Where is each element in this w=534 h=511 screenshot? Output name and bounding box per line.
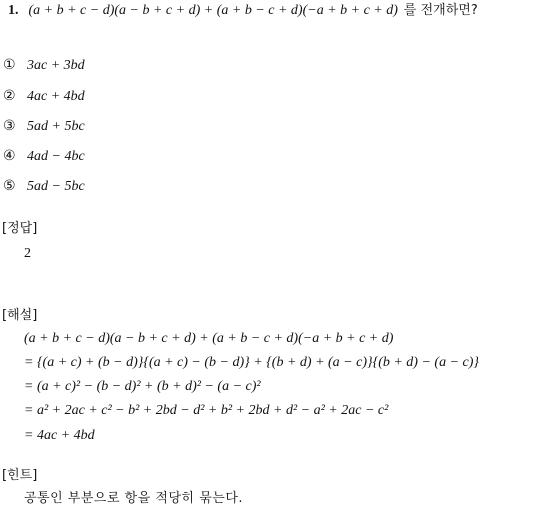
solution-line-4: = a² + 2ac + c² − b² + 2bd − d² + b² + 2bd + d² − a² + 2ac − c² — [24, 403, 389, 418]
choice-4-text: 4ad − 4bc — [27, 149, 85, 164]
choice-4-marker: ④ — [3, 148, 16, 164]
choice-3-marker: ③ — [3, 118, 16, 134]
answer-label: [정답] — [2, 221, 38, 236]
answer-value: 2 — [24, 246, 31, 261]
choice-5-text: 5ad − 5bc — [27, 179, 85, 194]
solution-line-1: (a + b + c − d)(a − b + c + d) + (a + b − c + d)(−a + b + c + d) — [24, 331, 394, 346]
hint-text: 공통인 부분으로 항을 적당히 묶는다. — [24, 491, 244, 506]
solution-label: [해설] — [2, 308, 38, 323]
question-number: 1. — [8, 3, 19, 18]
choice-2[interactable] — [3, 88, 85, 105]
question-expression: (a + b + c − d)(a − b + c + d) + (a + b − c + d)(−a + b + c + d) — [28, 3, 398, 18]
choice-1-text: 3ac + 3bd — [27, 58, 85, 73]
solution-line-5: = 4ac + 4bd — [24, 428, 95, 443]
choice-2-text: 4ac + 4bd — [27, 89, 85, 104]
choice-5-marker: ⑤ — [3, 178, 16, 194]
choice-1-marker: ① — [3, 57, 16, 73]
choice-2-marker: ② — [3, 88, 16, 104]
solution-line-3: = (a + c)² − (b − d)² + (b + d)² − (a − c)² — [24, 379, 261, 394]
hint-label: [힌트] — [2, 468, 38, 483]
choice-3-text: 5ad + 5bc — [27, 119, 85, 134]
question-line — [8, 3, 478, 19]
choice-5[interactable] — [3, 178, 85, 195]
solution-line-2: = {(a + c) + (b − d)}{(a + c) − (b − d)} + {(b + d) + (a − c)}{(b + d) − (a − c)} — [24, 355, 479, 370]
choice-1[interactable] — [3, 57, 85, 74]
choice-4[interactable] — [3, 148, 85, 165]
question-prompt: 를 전개하면? — [403, 3, 478, 18]
choice-3[interactable] — [3, 118, 85, 135]
